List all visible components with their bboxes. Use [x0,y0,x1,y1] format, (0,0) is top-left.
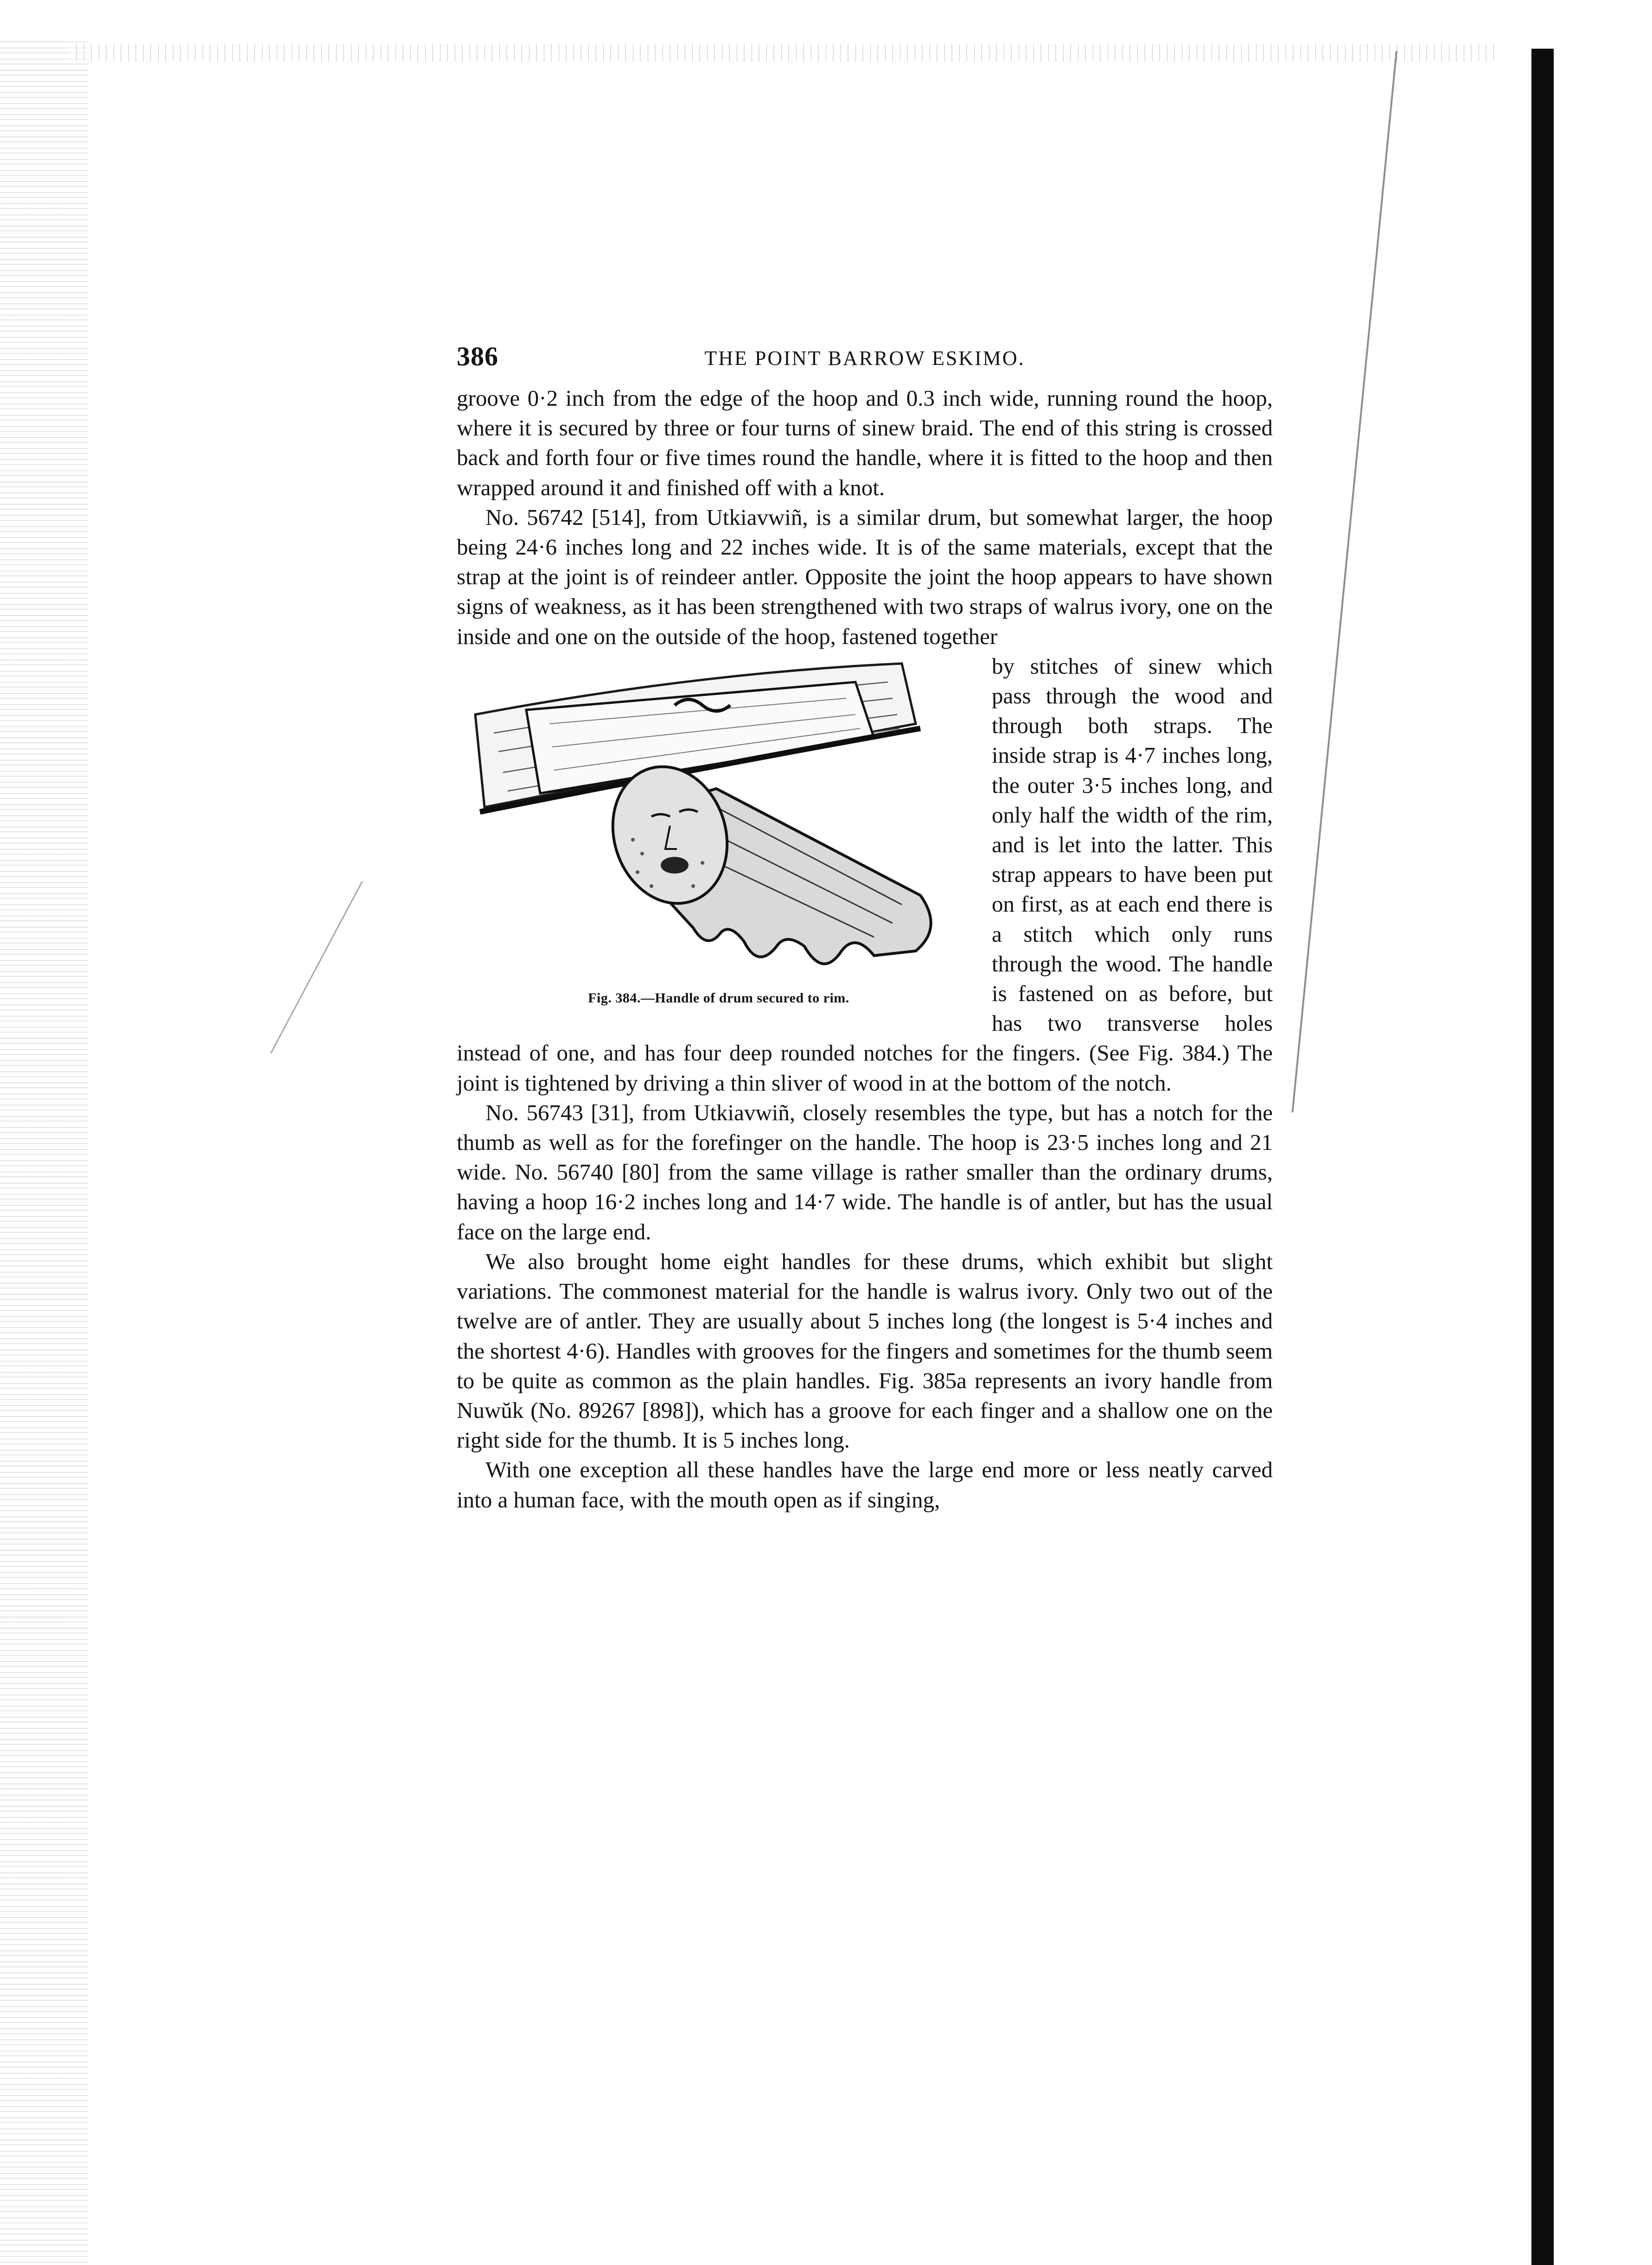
paragraph-5: We also brought home eight handles for these drums, which exhibit but slight variations. The commonest material for the handle is walrus ivory. Only two out of the twelve are of antler. They are usually about 5 inches long (the longest is 5·4 inches and the shortest 4·6). Handles with grooves for the fingers and sometimes for the thumb seem to be quite as common as the plain handles. Fig. 385a represents an ivory handle from Nuwŭk (No. 89267 [898]), which has a groove for each finger and a shallow one on the right side for the thumb. It is 5 inches long. [457,1248,1273,1453]
body-text [457,383,1273,1515]
book-page [457,341,1273,1778]
scan-binding-shadow [1531,49,1554,2265]
running-head: THE POINT BARROW ESKIMO. [704,347,1025,370]
scan-edge-top [70,44,1498,62]
stray-pencil-line [1292,51,1397,1112]
stray-pencil-line-left [270,881,363,1053]
page-header [457,341,1273,383]
paragraph-4: No. 56743 [31], from Utkiavwiñ, closely resembles the type, but has a notch for the thumb as well as for the forefinger on the handle. The hoop is 23·5 inches long and 21 wide. No. 56740 [80] from the same village is rather smaller than the ordinary drums, having a hoop 16·2 inches long and 14·7 wide. The handle is of antler, but has the usual face on the large end. [457,1099,1273,1244]
paragraph-6: With one exception all these handles have the large end more or less neatly carved into a human face, with the mouth open as if singing, [457,1457,1273,1512]
scan-edge-left [0,37,88,2263]
paragraph-2: No. 56742 [514], from Utkiavwiñ, is a similar drum, but somewhat larger, the hoop being 24·6 inches long and 22 inches wide. It is of the same materials, except that the strap at the joint is of reindeer antler. Opposite the joint the hoop appears to have shown signs of weakness, as it has been strengthened with two straps of walrus ivory, one on the inside and one on the outside of the hoop, fastened together [457,504,1273,649]
drum-handle-illustration [457,654,981,979]
page-number: 386 [457,341,498,371]
figure-384 [457,654,981,1032]
figure-caption: Fig. 384.—Handle of drum secured to rim. [588,990,849,1006]
paragraph-1: groove 0·2 inch from the edge of the hoop and 0.3 inch wide, running round the hoop, where it is secured by three or four turns of sinew braid. The end of this string is crossed back and forth four or five times round the handle, where it is fitted to the hoop and then wrapped around it and finished off with a knot. [457,385,1273,500]
paragraph-3: by stitches of sinew which pass through the wood and through both straps. The inside strap is 4·7 inches long, the outer 3·5 inches long, and only half the width of the rim, and is let into the latter. This strap appears to have been put on first, as at each end there is a stitch which only runs through the wood. The handle is fastened on as before, but has two transverse holes instead of one, and has four deep rounded notches for the fingers. (See Fig. 384.) The joint is tightened by driving a thin sliver of wood in at the bottom of the notch. [457,653,1273,1096]
